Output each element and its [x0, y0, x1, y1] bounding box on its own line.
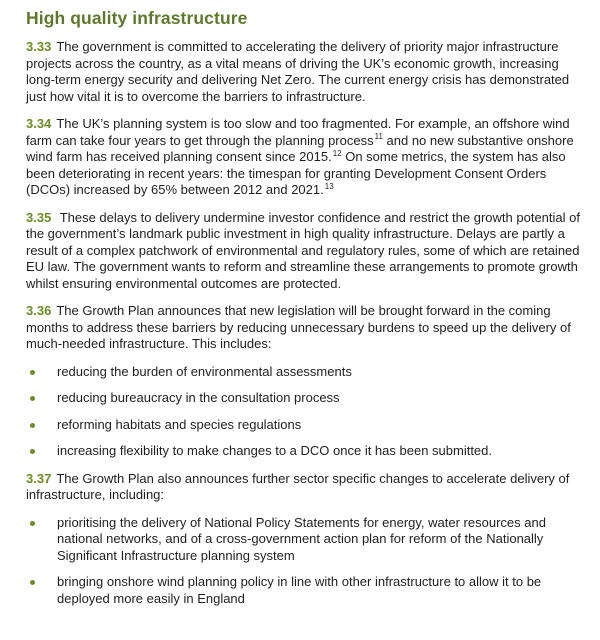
section-heading: High quality infrastructure	[26, 8, 248, 28]
paragraph-text: and no new substantive onshore wind farm has received planning consent since 2015.	[26, 132, 574, 164]
list-item-text: increasing flexibility to make changes to a DCO once it has been submitted.	[57, 443, 493, 458]
list-item-text: reducing the burden of environmental assessments	[57, 363, 352, 379]
list-item-text: reducing bureaucracy in the consultation process	[57, 390, 340, 405]
list-item-text: prioritising the delivery of National Policy Statements for energy, water resources and national networks, and of a cross-government action plan for reform of the Nationally Significant Infrastructure planning system	[57, 514, 546, 563]
paragraph-number: 3.36	[26, 303, 52, 318]
bullet-icon	[30, 370, 35, 375]
paragraph-number: 3.34	[26, 116, 52, 131]
list-item	[26, 417, 586, 434]
paragraph-3-35	[26, 210, 586, 293]
paragraph-text: These delays to delivery undermine investor confidence and restrict the growth potential of the government’s landmark public investment in high quality infrastructure. Delays are partly a result of a complex patchwork of environmental and regulatory rules, some of which are retained EU law. The government wants to reform and streamline these arrangements to promote growth whilst ensuring environmental outcomes are protected.	[26, 209, 580, 291]
paragraph-text: The Growth Plan also announces further sector specific changes to accelerate delivery of infrastructure, including:	[26, 470, 570, 502]
footnote-ref-13[interactable]: 13	[324, 181, 334, 191]
paragraph-text: On some metrics, the system has also been deteriorating in recent years: the timespan for granting Development Consent Orders (DCOs) increased by 65% between 2012 and 2021.	[26, 149, 566, 197]
paragraph-number: 3.37	[26, 470, 52, 486]
paragraph-text: The Growth Plan announces that new legislation will be brought forward in the coming months to address these barriers by reducing unnecessary burdens to speed up the delivery of much-needed infrastructure. This includes:	[26, 303, 571, 351]
list-item	[26, 574, 586, 607]
paragraph-3-33	[26, 39, 586, 105]
paragraph-text: The government is committed to accelerating the delivery of priority major infrastructure projects across the country, as a vital means of driving the UK’s economic growth, increasing long-term energy security and delivering Net Zero. The current energy crisis has demonstrated just how vital it is to overcome the barriers to infrastructure.	[26, 39, 570, 104]
list-item	[26, 390, 586, 407]
list-item	[26, 364, 586, 381]
bullet-icon	[30, 521, 35, 526]
bullet-icon	[30, 580, 35, 585]
paragraph-text: The UK’s planning system is too slow and too fragmented. For example, an offshore wind farm can take four years to get through the planning process	[26, 116, 570, 148]
bullet-icon	[30, 423, 35, 428]
footnote-ref-11[interactable]: 11	[374, 132, 383, 142]
paragraph-number: 3.35	[26, 209, 52, 225]
list-item-text: bringing onshore wind planning policy in line with other infrastructure to allow it to be deployed more easily in England	[57, 574, 542, 606]
bullet-icon	[30, 449, 35, 454]
list-item	[26, 443, 586, 460]
footnote-ref-12[interactable]: 12	[332, 148, 342, 158]
bullet-icon	[30, 396, 35, 401]
paragraph-number: 3.33	[26, 39, 52, 54]
paragraph-3-36	[26, 303, 586, 353]
bullet-list-3-36	[26, 364, 586, 460]
bullet-list-3-37	[26, 515, 586, 608]
list-item-text: reforming habitats and species regulations	[57, 416, 302, 432]
paragraph-3-37	[26, 471, 586, 504]
list-item	[26, 515, 586, 565]
paragraph-3-34	[26, 116, 586, 199]
